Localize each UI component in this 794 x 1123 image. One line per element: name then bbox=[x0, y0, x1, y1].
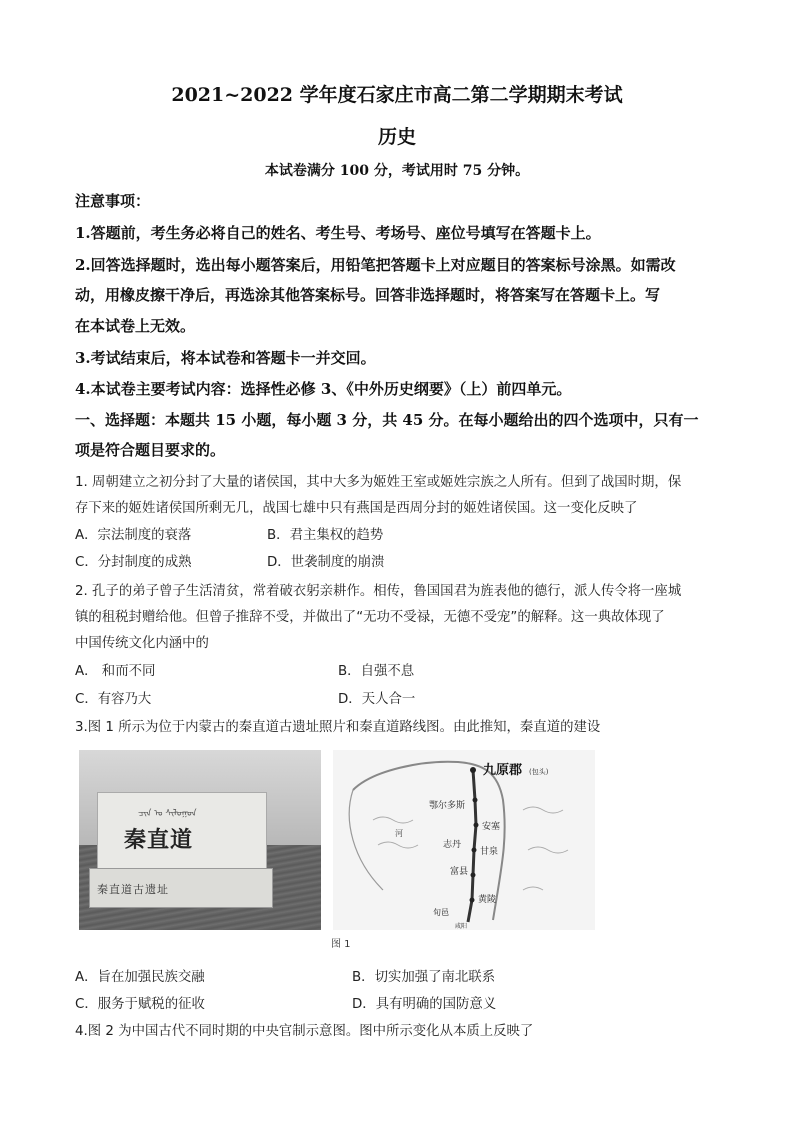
label-huangling: 黄陵 bbox=[478, 895, 497, 905]
node-fuxian bbox=[471, 873, 476, 878]
q2-stem-3: 中国传统文化内涵中的 bbox=[75, 636, 209, 651]
label-ganquan: 甘泉 bbox=[480, 847, 499, 857]
q2-option-b: B．自强不息 bbox=[338, 664, 415, 679]
subject-title: 历史 bbox=[377, 126, 416, 148]
q1-option-b: B．君主集权的趋势 bbox=[267, 528, 384, 543]
note-line-4: 4.本试卷主要考试内容：选择性必修 3、《中外历史纲要》（上）前四单元。 bbox=[75, 380, 572, 398]
label-jiuyuan: 九原郡 bbox=[483, 763, 523, 778]
q2-option-c: C．有容乃大 bbox=[75, 692, 152, 707]
label-xunyi: 旬邑 bbox=[433, 908, 449, 917]
q2-stem-1: 2. 孔子的弟子曾子生活清贫，常着破衣躬亲耕作。相传，鲁国国君为旌表他的德行，派人传令将一座城 bbox=[75, 584, 682, 599]
stele-subtitle: 秦直道古遗址 bbox=[97, 883, 169, 896]
qin-road-photo bbox=[79, 750, 321, 930]
label-anse: 安塞 bbox=[482, 822, 501, 832]
q2-option-d: D．天人合一 bbox=[338, 692, 416, 707]
node-eerduosi bbox=[473, 798, 478, 803]
stele-mongolian-script: ᠴᠢᠨ ᠤ ᠰᠢᠯᠤᠭᠤᠨ bbox=[138, 809, 197, 819]
q1-option-a: A．宗法制度的衰落 bbox=[75, 528, 192, 543]
q2-option-a: A． 和而不同 bbox=[75, 664, 156, 679]
q2-stem-2: 镇的租税封赠给他。但曾子推辞不受，并做出了“无功不受禄，无德不受宠”的解释。这一典故体现了 bbox=[75, 610, 665, 625]
node-huangling bbox=[470, 898, 475, 903]
note-line-2b: 动，用橡皮擦干净后，再选涂其他答案标号。回答非选择题时，将答案写在答题卡上。写 bbox=[75, 286, 661, 304]
stele-title: 秦直道 bbox=[124, 827, 194, 853]
q3-stem-1: 3.图 1 所示为位于内蒙古的秦直道古遗址照片和秦直道路线图。由此推知，秦直道的建设 bbox=[75, 720, 601, 735]
exam-title: 2021~2022 学年度石家庄市高二第二学期期末考试 bbox=[171, 84, 623, 106]
q1-stem-1: 1. 周朝建立之初分封了大量的诸侯国，其中大多为姬姓王室或姬姓宗族之人所有。但到了战国时期，保 bbox=[75, 475, 682, 490]
q3-option-b: B．切实加强了南北联系 bbox=[352, 970, 496, 985]
q1-stem-2: 存下来的姬姓诸侯国所剩无几，战国七雄中只有燕国是西周分封的姬姓诸侯国。这一变化反映了 bbox=[75, 501, 638, 516]
q1-option-c: C．分封制度的成熟 bbox=[75, 555, 192, 570]
figure-1-caption: 图 1 bbox=[331, 939, 351, 950]
qin-road-route-map bbox=[333, 750, 595, 930]
label-zhidan: 志丹 bbox=[443, 840, 462, 850]
label-fuxian: 富县 bbox=[450, 867, 469, 877]
notes-heading: 注意事项： bbox=[75, 192, 151, 210]
label-jiuyuan-note: (包头) bbox=[529, 768, 549, 776]
note-line-1: 1.答题前，考生务必将自己的姓名、考生号、考场号、座位号填写在答题卡上。 bbox=[75, 224, 601, 242]
q4-stem-1: 4.图 2 为中国古代不同时期的中央官制示意图。图中所示变化从本质上反映了 bbox=[75, 1024, 534, 1039]
node-anse bbox=[474, 823, 479, 828]
note-line-2a: 2.回答选择题时，选出每小题答案后，用铅笔把答题卡上对应题目的答案标号涂黑。如需改 bbox=[75, 256, 676, 274]
exam-info: 本试卷满分 100 分，考试用时 75 分钟。 bbox=[264, 163, 530, 179]
label-xianyang: 咸阳 bbox=[455, 923, 468, 930]
note-line-3: 3.考试结束后，将本试卷和答题卡一并交回。 bbox=[75, 349, 376, 367]
section-heading-cont: 项是符合题目要求的。 bbox=[75, 441, 226, 459]
q3-option-a: A．旨在加强民族交融 bbox=[75, 970, 205, 985]
q3-option-c: C．服务于赋税的征收 bbox=[75, 997, 205, 1012]
label-eerduosi: 鄂尔多斯 bbox=[429, 801, 466, 811]
node-ganquan bbox=[472, 848, 477, 853]
q1-option-d: D．世袭制度的崩溃 bbox=[267, 555, 385, 570]
q3-option-d: D．具有明确的国防意义 bbox=[352, 997, 497, 1012]
node-jiuyuan bbox=[470, 767, 476, 773]
label-river: 河 bbox=[395, 829, 403, 838]
section-heading: 一、选择题：本题共 15 小题，每小题 3 分，共 45 分。在每小题给出的四个选项中，只有一 bbox=[75, 411, 699, 429]
note-line-2c: 在本试卷上无效。 bbox=[75, 317, 196, 335]
